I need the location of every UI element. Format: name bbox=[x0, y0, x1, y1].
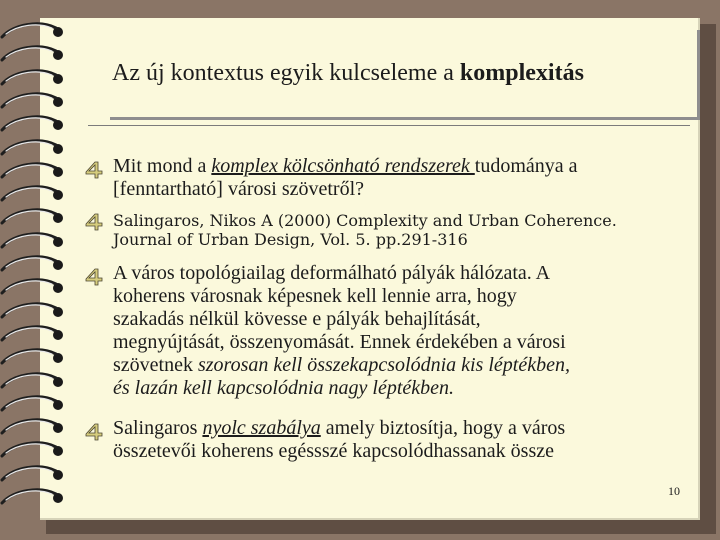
bullet-3-line-5 bbox=[113, 354, 570, 377]
bullet-4-text-pre: Salingaros bbox=[113, 417, 203, 439]
bullet-3 bbox=[113, 262, 570, 400]
bullet-3-italic-1: szorosan kell összekapcsolódnia kis léptékben, bbox=[197, 354, 570, 376]
binding-ring bbox=[0, 20, 72, 40]
complex-systems-link[interactable]: komplex kölcsönható rendszerek bbox=[211, 155, 475, 177]
bullet-3-line-6: és lazán kell kapcsolódnia nagy léptékben. bbox=[113, 377, 455, 399]
bullet-4 bbox=[113, 417, 565, 463]
bullet-3-line-3: szakadás nélkül kövesse e pályák behajlítását, bbox=[113, 308, 481, 330]
bullet-1-text-pre: Mit mond a bbox=[113, 155, 212, 177]
bullet-4-line-1 bbox=[113, 417, 565, 440]
folded-four-icon bbox=[84, 212, 104, 232]
bullet-1-line-1 bbox=[113, 155, 578, 178]
binding-ring bbox=[0, 276, 72, 296]
title-plain: Az új kontextus egyik kulcseleme a bbox=[112, 60, 454, 86]
binding-ring bbox=[0, 43, 72, 63]
slide-title bbox=[112, 60, 584, 87]
bullet-4-line-2: összetevői koherens egéssszé kapcsolódhassanak össze bbox=[113, 440, 554, 462]
binding-ring bbox=[0, 416, 72, 436]
binding-ring bbox=[0, 370, 72, 390]
binding-ring bbox=[0, 206, 72, 226]
bullet-1 bbox=[113, 155, 578, 201]
binding-ring bbox=[0, 90, 72, 110]
binding-ring bbox=[0, 67, 72, 87]
bullet-3-line-4: megnyújtását, összenyomását. Ennek érdekében a városi bbox=[113, 331, 566, 353]
bullet-3-line-1: A város topológiailag deformálható pályák hálózata. A bbox=[113, 262, 551, 284]
binding-ring bbox=[0, 183, 72, 203]
binding-ring bbox=[0, 160, 72, 180]
page-number: 10 bbox=[668, 484, 680, 498]
bullet-3-text-pre: szövetnek bbox=[113, 354, 198, 376]
binding-ring bbox=[0, 230, 72, 250]
binding-ring bbox=[0, 253, 72, 273]
bullet-2-line-2: Journal of Urban Design, Vol. 5. pp.291-316 bbox=[113, 230, 468, 249]
bullet-2-line-1: Salingaros, Nikos A (2000) Complexity and Urban Coherence. bbox=[113, 211, 617, 230]
bullet-1-line-2: [fenntartható] városi szövetről? bbox=[113, 178, 365, 200]
bullet-4-text-post: amely biztosítja, hogy a város bbox=[320, 417, 566, 439]
binding-ring bbox=[0, 137, 72, 157]
folded-four-icon bbox=[84, 160, 104, 180]
binding-ring bbox=[0, 300, 72, 320]
bullet-2 bbox=[113, 211, 617, 249]
bullet-1-text-post: tudománya a bbox=[474, 155, 578, 177]
title-bold: komplexitás bbox=[459, 60, 584, 86]
binding-ring bbox=[0, 486, 72, 506]
title-divider bbox=[88, 125, 690, 126]
binding-ring bbox=[0, 439, 72, 459]
binding-ring bbox=[0, 113, 72, 133]
binding-ring bbox=[0, 346, 72, 366]
bullet-3-line-2: koherens városnak képesnek kell lennie arra, hogy bbox=[113, 285, 517, 307]
binding-ring bbox=[0, 463, 72, 483]
binding-ring bbox=[0, 323, 72, 343]
binding-ring bbox=[0, 393, 72, 413]
folded-four-icon bbox=[84, 267, 104, 287]
folded-four-icon bbox=[84, 422, 104, 442]
eight-rules-link[interactable]: nyolc szabálya bbox=[202, 417, 321, 439]
